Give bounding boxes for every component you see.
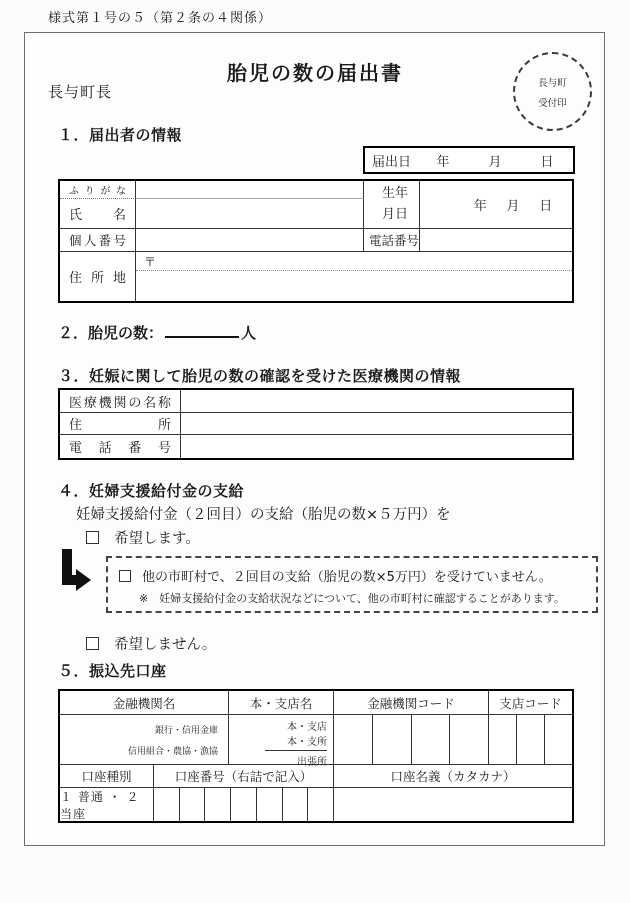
branch-type-1: 本・支店 — [287, 722, 327, 733]
fetus-count-label: ２．胎児の数： — [58, 324, 164, 342]
birthdate-field — [420, 181, 572, 229]
birthdate-label: 生年 月日 — [364, 181, 420, 229]
branch-type-divider — [265, 750, 327, 751]
furigana-label: ふりがな — [60, 181, 136, 199]
name-label: 氏名 — [60, 199, 136, 229]
year-label: 年 — [473, 199, 487, 214]
section2-heading — [58, 322, 256, 343]
address-label: 住所地 — [60, 252, 136, 301]
checkbox-request-yes[interactable] — [86, 531, 99, 544]
stamp-town-name: 長与町 — [538, 77, 567, 89]
not-received-row — [108, 558, 596, 585]
bank-account-table — [58, 689, 574, 823]
branch-code-cells — [489, 715, 572, 765]
notification-date-label: 届出日 — [372, 154, 412, 170]
day-label: 日 — [539, 199, 553, 214]
account-number-cells — [154, 788, 334, 821]
month-label: 月 — [488, 154, 502, 170]
bank-name-header: 金融機関名 — [60, 691, 229, 715]
name-field — [136, 199, 364, 229]
section1-heading: １．届出者の情報 — [58, 126, 183, 144]
phone-label: 電話番号 — [364, 229, 420, 252]
fetus-count-blank — [165, 323, 239, 338]
personal-number-label: 個人番号 — [60, 229, 136, 252]
bank-code-cells — [334, 715, 489, 765]
checkbox-request-no[interactable] — [86, 637, 99, 650]
confirmation-note: ※ 妊婦支援給付金の支給状況などについて、他の市町村に確認することがあります。 — [139, 592, 565, 605]
day-label: 日 — [540, 154, 554, 170]
account-name-header: 口座名義（カタカナ） — [334, 765, 572, 788]
institution-phone-field — [181, 435, 572, 458]
form-title: 胎児の数の届出書 — [227, 61, 403, 85]
year-label: 年 — [436, 154, 450, 170]
institution-name-field — [181, 390, 572, 413]
month-label: 月 — [506, 199, 520, 214]
option-request-no — [86, 633, 216, 654]
applicant-info-table — [58, 179, 574, 303]
account-type-header: 口座種別 — [60, 765, 154, 788]
stamp-label: 受付印 — [538, 97, 567, 109]
account-type-options: １ 普通 ・ ２ 当座 — [60, 788, 154, 821]
checkbox-not-received[interactable] — [119, 570, 131, 582]
branch-code-header: 支店コード — [489, 691, 572, 715]
bank-name-field — [60, 715, 229, 765]
branch-name-field — [229, 715, 334, 768]
branch-type-2: 本・支所 — [287, 737, 327, 748]
section4-heading: ４．妊婦支援給付金の支給 — [58, 482, 245, 500]
section5-heading: ５．振込先口座 — [58, 662, 167, 680]
institution-address-field — [181, 413, 572, 435]
account-name-field — [334, 788, 572, 821]
postal-code-field: 〒 — [136, 252, 572, 271]
account-number-header: 口座番号（右詰で記入） — [154, 765, 334, 788]
addressee-mayor: 長与町長 — [48, 83, 113, 101]
bank-code-header: 金融機関コード — [334, 691, 489, 715]
institution-name-label: 医療機関の名称 — [60, 390, 181, 413]
not-received-label: 他の市町村で、２回目の支給（胎児の数×5万円）を受けていません。 — [142, 570, 552, 585]
medical-institution-table — [58, 388, 574, 460]
option-request-yes — [86, 527, 200, 548]
address-field — [136, 271, 572, 301]
arrow-down-right-icon — [59, 549, 93, 595]
branch-type-3: 出張所 — [297, 757, 327, 768]
institution-phone-label: 電話番号 — [60, 435, 181, 458]
branch-name-header: 本・支店名 — [229, 691, 334, 715]
bank-type-options-1: 銀行・信用金庫 — [154, 725, 218, 736]
notification-date-row — [363, 146, 575, 174]
other-municipality-note-box — [106, 556, 598, 613]
receipt-stamp-circle — [513, 52, 592, 131]
personal-number-cells — [136, 229, 364, 252]
phone-field — [420, 229, 572, 252]
grant-intro-text: 妊婦支援給付金（２回目）の支給（胎児の数×５万円）を — [76, 507, 451, 523]
institution-address-label: 住所 — [60, 413, 181, 435]
option-yes-label: 希望します。 — [114, 531, 200, 547]
bank-type-options-2: 信用組合・農協・漁協 — [127, 746, 218, 757]
notification-date-units — [411, 151, 573, 170]
section3-heading: ３．妊娠に関して胎児の数の確認を受けた医療機関の情報 — [58, 367, 462, 385]
fetus-count-unit: 人 — [241, 324, 257, 342]
option-no-label: 希望しません。 — [114, 637, 217, 653]
form-number: 様式第１号の５（第２条の４関係） — [48, 11, 273, 26]
furigana-field — [136, 181, 364, 199]
